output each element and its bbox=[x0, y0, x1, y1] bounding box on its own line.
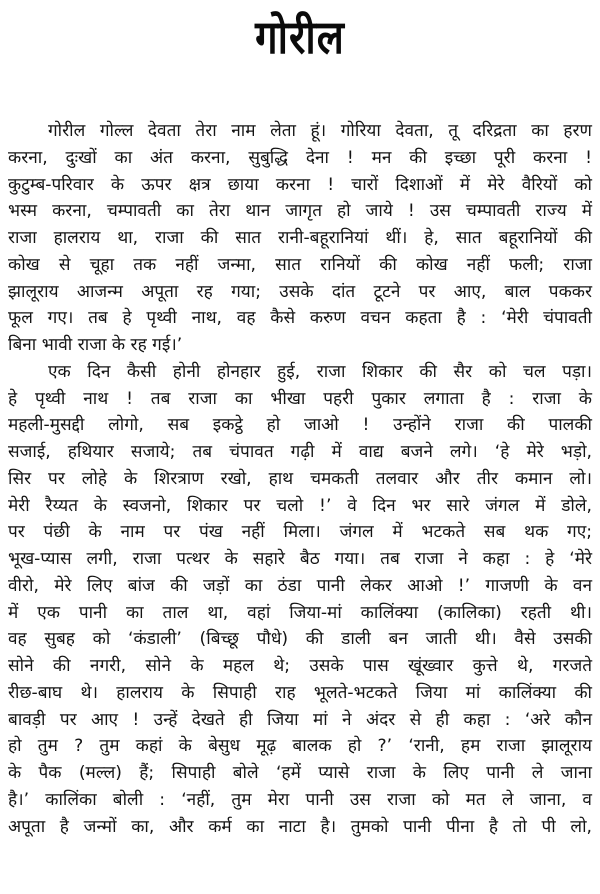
text-line: बावड़ी पर आए ! उन्हें देखते ही जिया मां ने अंदर से ही कहा : ‘अरे कौन bbox=[8, 709, 592, 730]
text-line: फूल गए। तब हे पृथ्वी नाथ, वह कैसे करुण वचन कहता है : ‘मेरी चंपावती bbox=[8, 308, 592, 329]
text-line: कुटुम्ब-परिवार के ऊपर क्षत्र छाया करना ! चारों दिशाओं में मेरे वैरियों को bbox=[8, 174, 592, 195]
text-line: पर पंछी के नाम पर पंख नहीं मिला। जंगल में भटकते सब थक गए; bbox=[8, 522, 592, 543]
text-line: रीछ-बाघ थे। हालराय के सिपाही राह भूलते-भटकते जिया मां कालिंक्या की bbox=[8, 682, 592, 703]
text-line: अपूता है जन्मों का, और कर्म का नाटा है। तुमको पानी पीना है तो पी लो, bbox=[8, 816, 592, 837]
text-line: सजाई, हथियार सजाये; तब चंपावत गढ़ी में वाद्य बजने लगे। ‘हे मेरे भड़ो, bbox=[8, 442, 592, 462]
text-line: वीरो, मेरे लिए बांज की जड़ों का ठंडा पानी लेकर आओ !’ गाजणी के वन bbox=[8, 575, 592, 596]
text-line bbox=[8, 840, 592, 867]
text-line: में एक पानी का ताल था, वहां जिया-मां कालिंक्या (कालिका) रहती थी। bbox=[8, 602, 592, 623]
text-line: राजा हालराय था, राजा की सात रानी-बहूरानियां थीं। हे, सात बहूरानियों की bbox=[8, 228, 592, 248]
text-line: मेरी रैय्यत के स्वजनो, शिकार पर चलो !’ वे दिन भर सारे जंगल में डोले, bbox=[8, 495, 592, 516]
text-line: है।’ कालिंका बोली : ‘नहीं, तुम मेरा पानी उस राजा को मत ले जाना, व bbox=[8, 789, 592, 810]
text-line: एक दिन कैसी होनी होनहार हुई, राजा शिकार की सैर को चल पड़ा। bbox=[48, 361, 592, 382]
text-line: सिर पर लोहे के शिरत्राण रखो, हाथ चमकती तलवार और तीर कमान लो। bbox=[8, 468, 592, 489]
text-line: भस्म करना, चम्पावती का तेरा थान जागृत हो जाये ! उस चम्पावती राज्य में bbox=[8, 201, 592, 222]
text-line: हो तुम ? तुम कहां के बेसुध मूढ़ बालक हो ?’ ‘रानी, हम राजा झालूराय bbox=[8, 736, 592, 757]
text-line: महली-मुसद्दी लोगो, सब इकट्ठे हो जाओ ! उन्होंने राजा की पालकी bbox=[8, 415, 592, 436]
text-line bbox=[8, 867, 592, 894]
text-line: सोने की नगरी, सोने के महल थे; उसके पास खूंख्वार कुत्ते थे, गरजते bbox=[8, 656, 592, 676]
text-line: बिना भावी राजा के रह गई।’ bbox=[8, 335, 183, 355]
text-line: कोख से चूहा तक नहीं जन्मा, सात रानियों की कोख नहीं फली; राजा bbox=[8, 254, 592, 275]
page-title: गोरील bbox=[255, 11, 345, 65]
text-line: गोरील गोल्ल देवता तेरा नाम लेता हूं। गोरिया देवता, तू दरिद्रता का हरण bbox=[48, 121, 592, 141]
text-line: करना, दुःखों का अंत करना, सुबुद्धि देना ! मन की इच्छा पूरी करना ! bbox=[8, 147, 592, 168]
body-text bbox=[8, 118, 592, 894]
text-line: हे पृथ्वी नाथ ! तब राजा का भीखा पहरी पुकार लगाता है : राजा के bbox=[8, 388, 592, 409]
text-line: के पैक (मल्ल) हैं; सिपाही बोले ‘हमें प्यासे राजा के लिए पानी ले जाना bbox=[8, 763, 592, 783]
text-line: वह सुबह को ‘कंडाली’ (बिच्छू पौधे) की डाली बन जाती थी। वैसे उसकी bbox=[8, 629, 592, 650]
text-line: झालूराय आजन्म अपूता रह गया; उसके दांत टूटने पर आए, बाल पककर bbox=[8, 281, 592, 302]
text-line: भूख-प्यास लगी, राजा पत्थर के सहारे बैठ गया। तब राजा ने कहा : हे ‘मेरे bbox=[8, 549, 592, 569]
paragraph-2 bbox=[8, 359, 592, 894]
paragraph-1 bbox=[8, 118, 592, 359]
